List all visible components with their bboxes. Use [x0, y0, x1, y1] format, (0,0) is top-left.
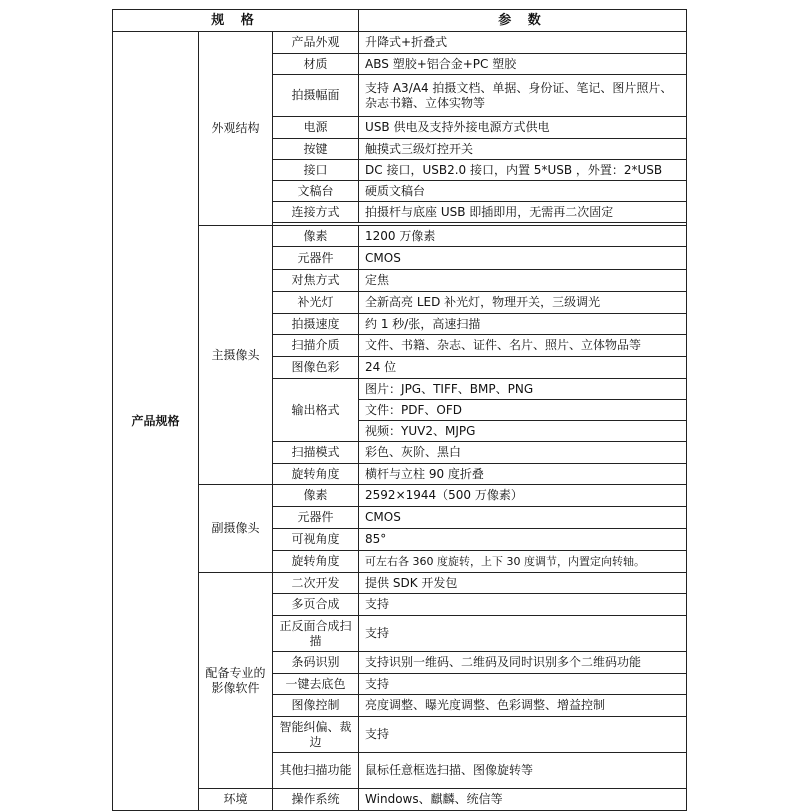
- row-value: 支持: [359, 616, 687, 652]
- row-value: ABS 塑胶+铝合金+PC 塑胶: [359, 54, 687, 75]
- header-spec: 规 格: [113, 10, 359, 32]
- group-name: 配备专业的影像软件: [199, 573, 273, 789]
- row-value: 触摸式三级灯控开关: [359, 139, 687, 160]
- row-value: 彩色、灰阶、黑白: [359, 442, 687, 464]
- row-label: 图像色彩: [273, 357, 359, 379]
- row-label: 图像控制: [273, 695, 359, 717]
- row-value: 亮度调整、曝光度调整、色彩调整、增益控制: [359, 695, 687, 717]
- category-cell: 产品规格: [113, 32, 199, 811]
- row-value: 约 1 秒/张，高速扫描: [359, 314, 687, 335]
- row-value: 全新高亮 LED 补光灯，物理开关，三级调光: [359, 292, 687, 314]
- row-label: 像素: [273, 226, 359, 247]
- row-label: 连接方式: [273, 202, 359, 223]
- row-value: 2592×1944（500 万像素）: [359, 485, 687, 507]
- spec-table: [112, 9, 687, 811]
- row-label: 对焦方式: [273, 270, 359, 292]
- row-value: 可左右各 360 度旋转，上下 30 度调节，内置定向转轴。: [359, 551, 687, 573]
- row-label: 拍摄速度: [273, 314, 359, 335]
- row-value: 横杆与立柱 90 度折叠: [359, 464, 687, 485]
- row-label: 按键: [273, 139, 359, 160]
- row-label: 旋转角度: [273, 551, 359, 573]
- table-row: [113, 573, 687, 594]
- row-value: DC 接口，USB2.0 接口，内置 5*USB ，外置：2*USB: [359, 160, 687, 181]
- row-value: 提供 SDK 开发包: [359, 573, 687, 594]
- row-label: 扫描模式: [273, 442, 359, 464]
- row-value: USB 供电及支持外接电源方式供电: [359, 117, 687, 139]
- row-label: 元器件: [273, 247, 359, 270]
- row-value: 定焦: [359, 270, 687, 292]
- row-value: 1200 万像素: [359, 226, 687, 247]
- row-value: 硬质文稿台: [359, 181, 687, 202]
- row-label: 智能纠偏、裁边: [273, 717, 359, 753]
- row-label: 多页合成: [273, 594, 359, 616]
- row-label: 操作系统: [273, 789, 359, 811]
- group-name: 副摄像头: [199, 485, 273, 573]
- header-param: 参 数: [359, 10, 687, 32]
- group-name: 外观结构: [199, 32, 273, 226]
- table-row: [113, 32, 687, 54]
- row-label: 补光灯: [273, 292, 359, 314]
- row-label: 旋转角度: [273, 464, 359, 485]
- row-label: 拍摄幅面: [273, 75, 359, 117]
- row-value: 视频：YUV2、MJPG: [359, 421, 687, 442]
- group-name: 主摄像头: [199, 226, 273, 485]
- row-value: 拍摄杆与底座 USB 即插即用，无需再二次固定: [359, 202, 687, 223]
- row-label: 扫描介质: [273, 335, 359, 357]
- row-value: 支持: [359, 717, 687, 753]
- group-name: 环境: [199, 789, 273, 811]
- row-label: 一键去底色: [273, 674, 359, 695]
- row-value: 85°: [359, 529, 687, 551]
- row-value: 图片：JPG、TIFF、BMP、PNG: [359, 379, 687, 400]
- row-value: CMOS: [359, 507, 687, 529]
- row-label: 二次开发: [273, 573, 359, 594]
- table-row: [113, 485, 687, 507]
- row-label: 条码识别: [273, 652, 359, 674]
- row-value: 支持 A3/A4 拍摄文档、单据、身份证、笔记、图片照片、杂志书籍、立体实物等: [359, 75, 687, 117]
- row-label: 产品外观: [273, 32, 359, 54]
- row-label: 可视角度: [273, 529, 359, 551]
- row-label: 材质: [273, 54, 359, 75]
- row-label: 其他扫描功能: [273, 753, 359, 789]
- row-value: 支持识别一维码、二维码及同时识别多个二维码功能: [359, 652, 687, 674]
- table-row: [113, 226, 687, 247]
- row-label: 元器件: [273, 507, 359, 529]
- row-value: 鼠标任意框选扫描、图像旋转等: [359, 753, 687, 789]
- row-label: 正反面合成扫描: [273, 616, 359, 652]
- row-value: 支持: [359, 674, 687, 695]
- row-label: 文稿台: [273, 181, 359, 202]
- row-value: 支持: [359, 594, 687, 616]
- row-label: 接口: [273, 160, 359, 181]
- row-value: 24 位: [359, 357, 687, 379]
- table-header-row: [113, 10, 687, 32]
- row-value: 升降式+折叠式: [359, 32, 687, 54]
- row-value: Windows、麒麟、统信等: [359, 789, 687, 811]
- row-label: 像素: [273, 485, 359, 507]
- row-label: 电源: [273, 117, 359, 139]
- row-value: 文件、书籍、杂志、证件、名片、照片、立体物品等: [359, 335, 687, 357]
- row-label: 输出格式: [273, 379, 359, 442]
- row-value: CMOS: [359, 247, 687, 270]
- row-value: 文件：PDF、OFD: [359, 400, 687, 421]
